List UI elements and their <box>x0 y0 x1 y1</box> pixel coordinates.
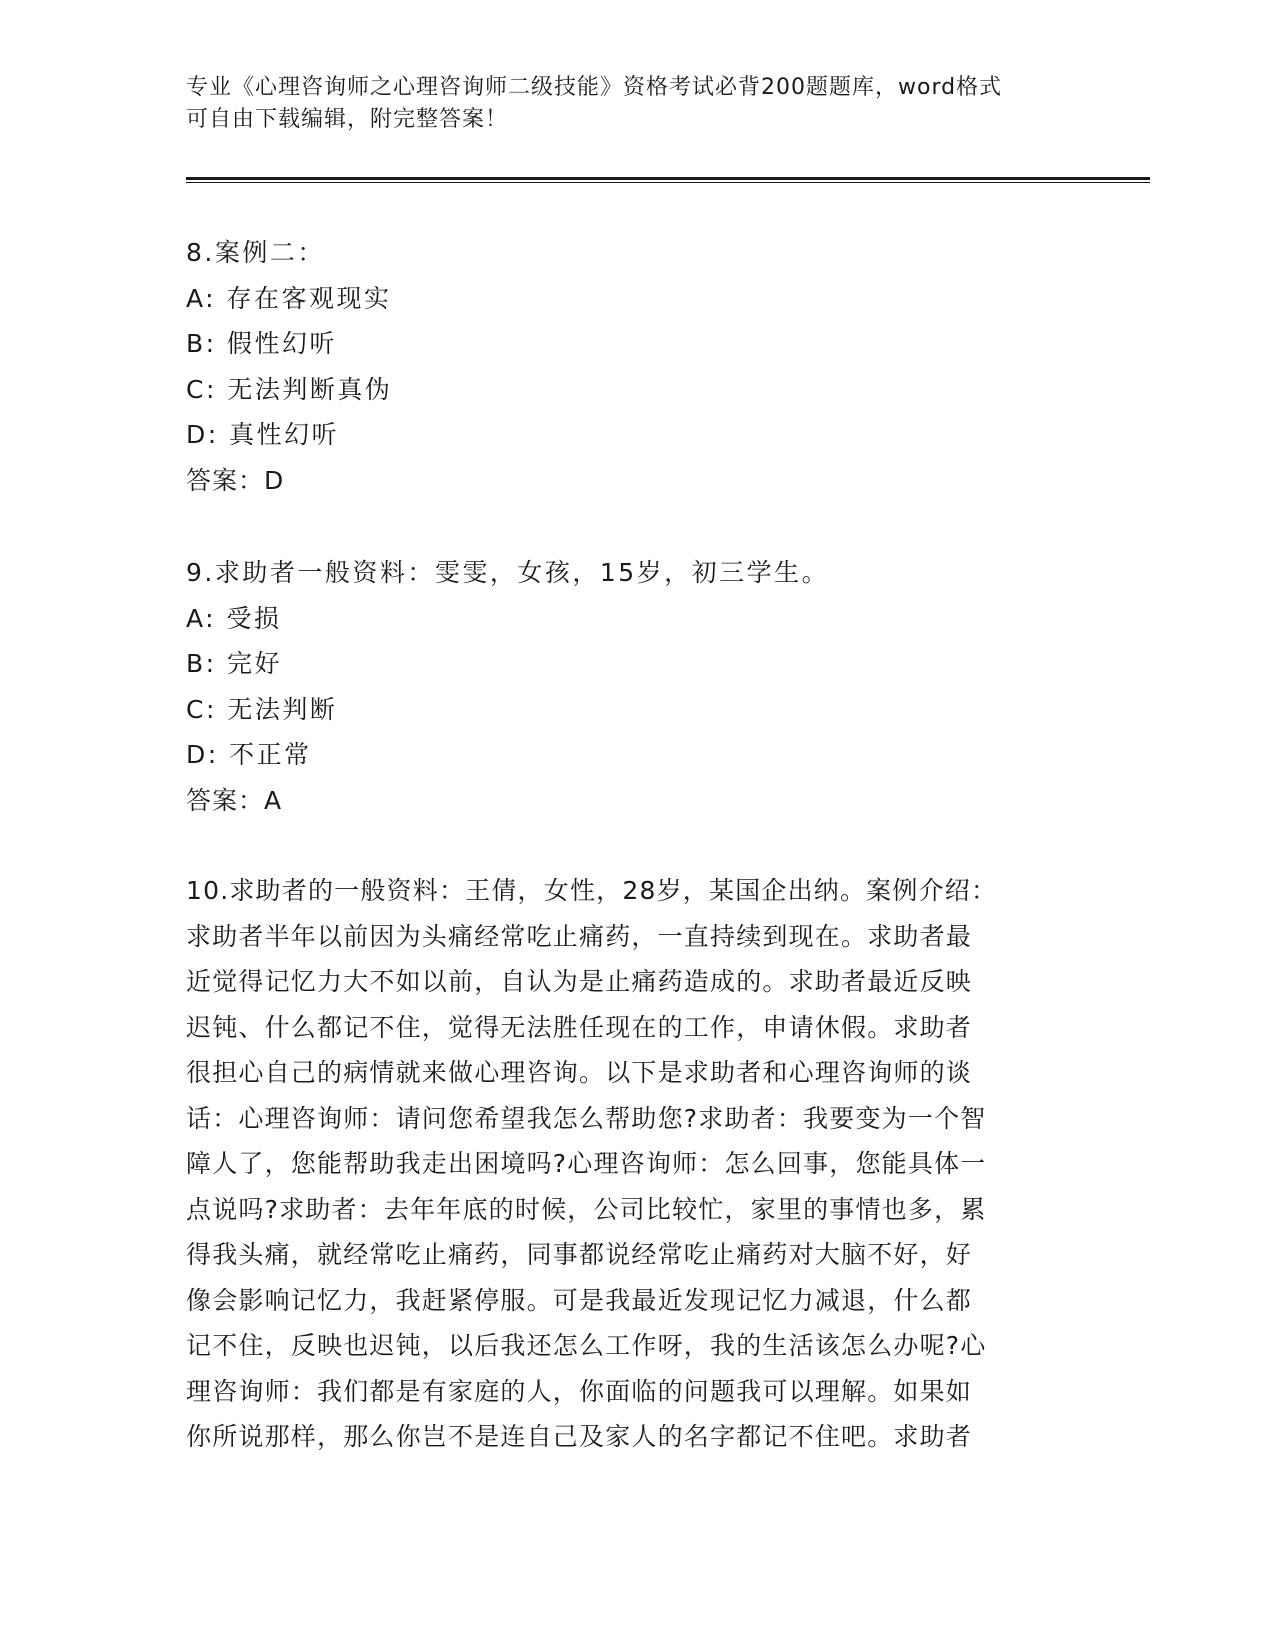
paragraph-line: 理咨询师：我们都是有家庭的人，你面临的问题我可以理解。如果如 <box>186 1376 973 1406</box>
option-b: B: 完好 <box>186 649 283 678</box>
question-8 <box>186 230 1066 503</box>
header-line-2: 可自由下载编辑，附完整答案！ <box>186 107 509 132</box>
paragraph-line: 10.求助者的一般资料：王倩，女性，28岁，某国企出纳。案例介绍： <box>186 876 998 905</box>
answer-line: 答案：A <box>186 785 283 815</box>
question-stem: 9.求助者一般资料：雯雯，女孩，15岁，初三学生。 <box>186 558 830 587</box>
paragraph-line: 像会影响记忆力，我赶紧停服。可是我最近发现记忆力减退，什么都 <box>186 1285 973 1315</box>
option-a: A: 受损 <box>186 603 282 633</box>
header-divider-thin <box>186 182 1150 183</box>
question-10 <box>186 868 1066 1460</box>
header-line-1: 专业《心理咨询师之心理咨询师二级技能》资格考试必背200题题库，word格式 <box>186 75 1003 100</box>
option-a: A: 存在客观现实 <box>186 283 392 313</box>
paragraph-line: 得我头痛，就经常吃止痛药，同事都说经常吃止痛药对大脑不好，好 <box>186 1240 973 1269</box>
option-b: B: 假性幻听 <box>186 329 338 358</box>
question-9 <box>186 550 1066 823</box>
paragraph-line: 求助者半年以前因为头痛经常吃止痛药，一直持续到现在。求助者最 <box>186 921 973 951</box>
paragraph-line: 话：心理咨询师：请问您希望我怎么帮助您?求助者：我要变为一个智 <box>186 1103 987 1133</box>
option-d: D: 真性幻听 <box>186 420 340 449</box>
paragraph-line: 点说吗?求助者：去年年底的时候，公司比较忙，家里的事情也多，累 <box>186 1194 987 1224</box>
question-stem: 8.案例二： <box>186 238 325 267</box>
paragraph-line: 迟钝、什么都记不住，觉得无法胜任现在的工作，申请休假。求助者 <box>186 1012 973 1042</box>
paragraph-line: 你所说那样，那么你岂不是连自己及家人的名字都记不住吧。求助者 <box>186 1422 973 1451</box>
option-c: C: 无法判断 <box>186 694 338 724</box>
header-divider-thick <box>186 177 1150 180</box>
answer-line: 答案：D <box>186 465 285 495</box>
option-d: D: 不正常 <box>186 740 312 769</box>
paragraph-line: 记不住，反映也迟钝，以后我还怎么工作呀，我的生活该怎么办呢?心 <box>186 1331 987 1360</box>
document-header <box>186 72 1066 136</box>
paragraph-line: 障人了，您能帮助我走出困境吗?心理咨询师：怎么回事，您能具体一 <box>186 1149 987 1178</box>
option-c: C: 无法判断真伪 <box>186 374 393 404</box>
paragraph-line: 很担心自己的病情就来做心理咨询。以下是求助者和心理咨询师的谈 <box>186 1058 973 1087</box>
paragraph-line: 近觉得记忆力大不如以前，自认为是止痛药造成的。求助者最近反映 <box>186 967 973 996</box>
